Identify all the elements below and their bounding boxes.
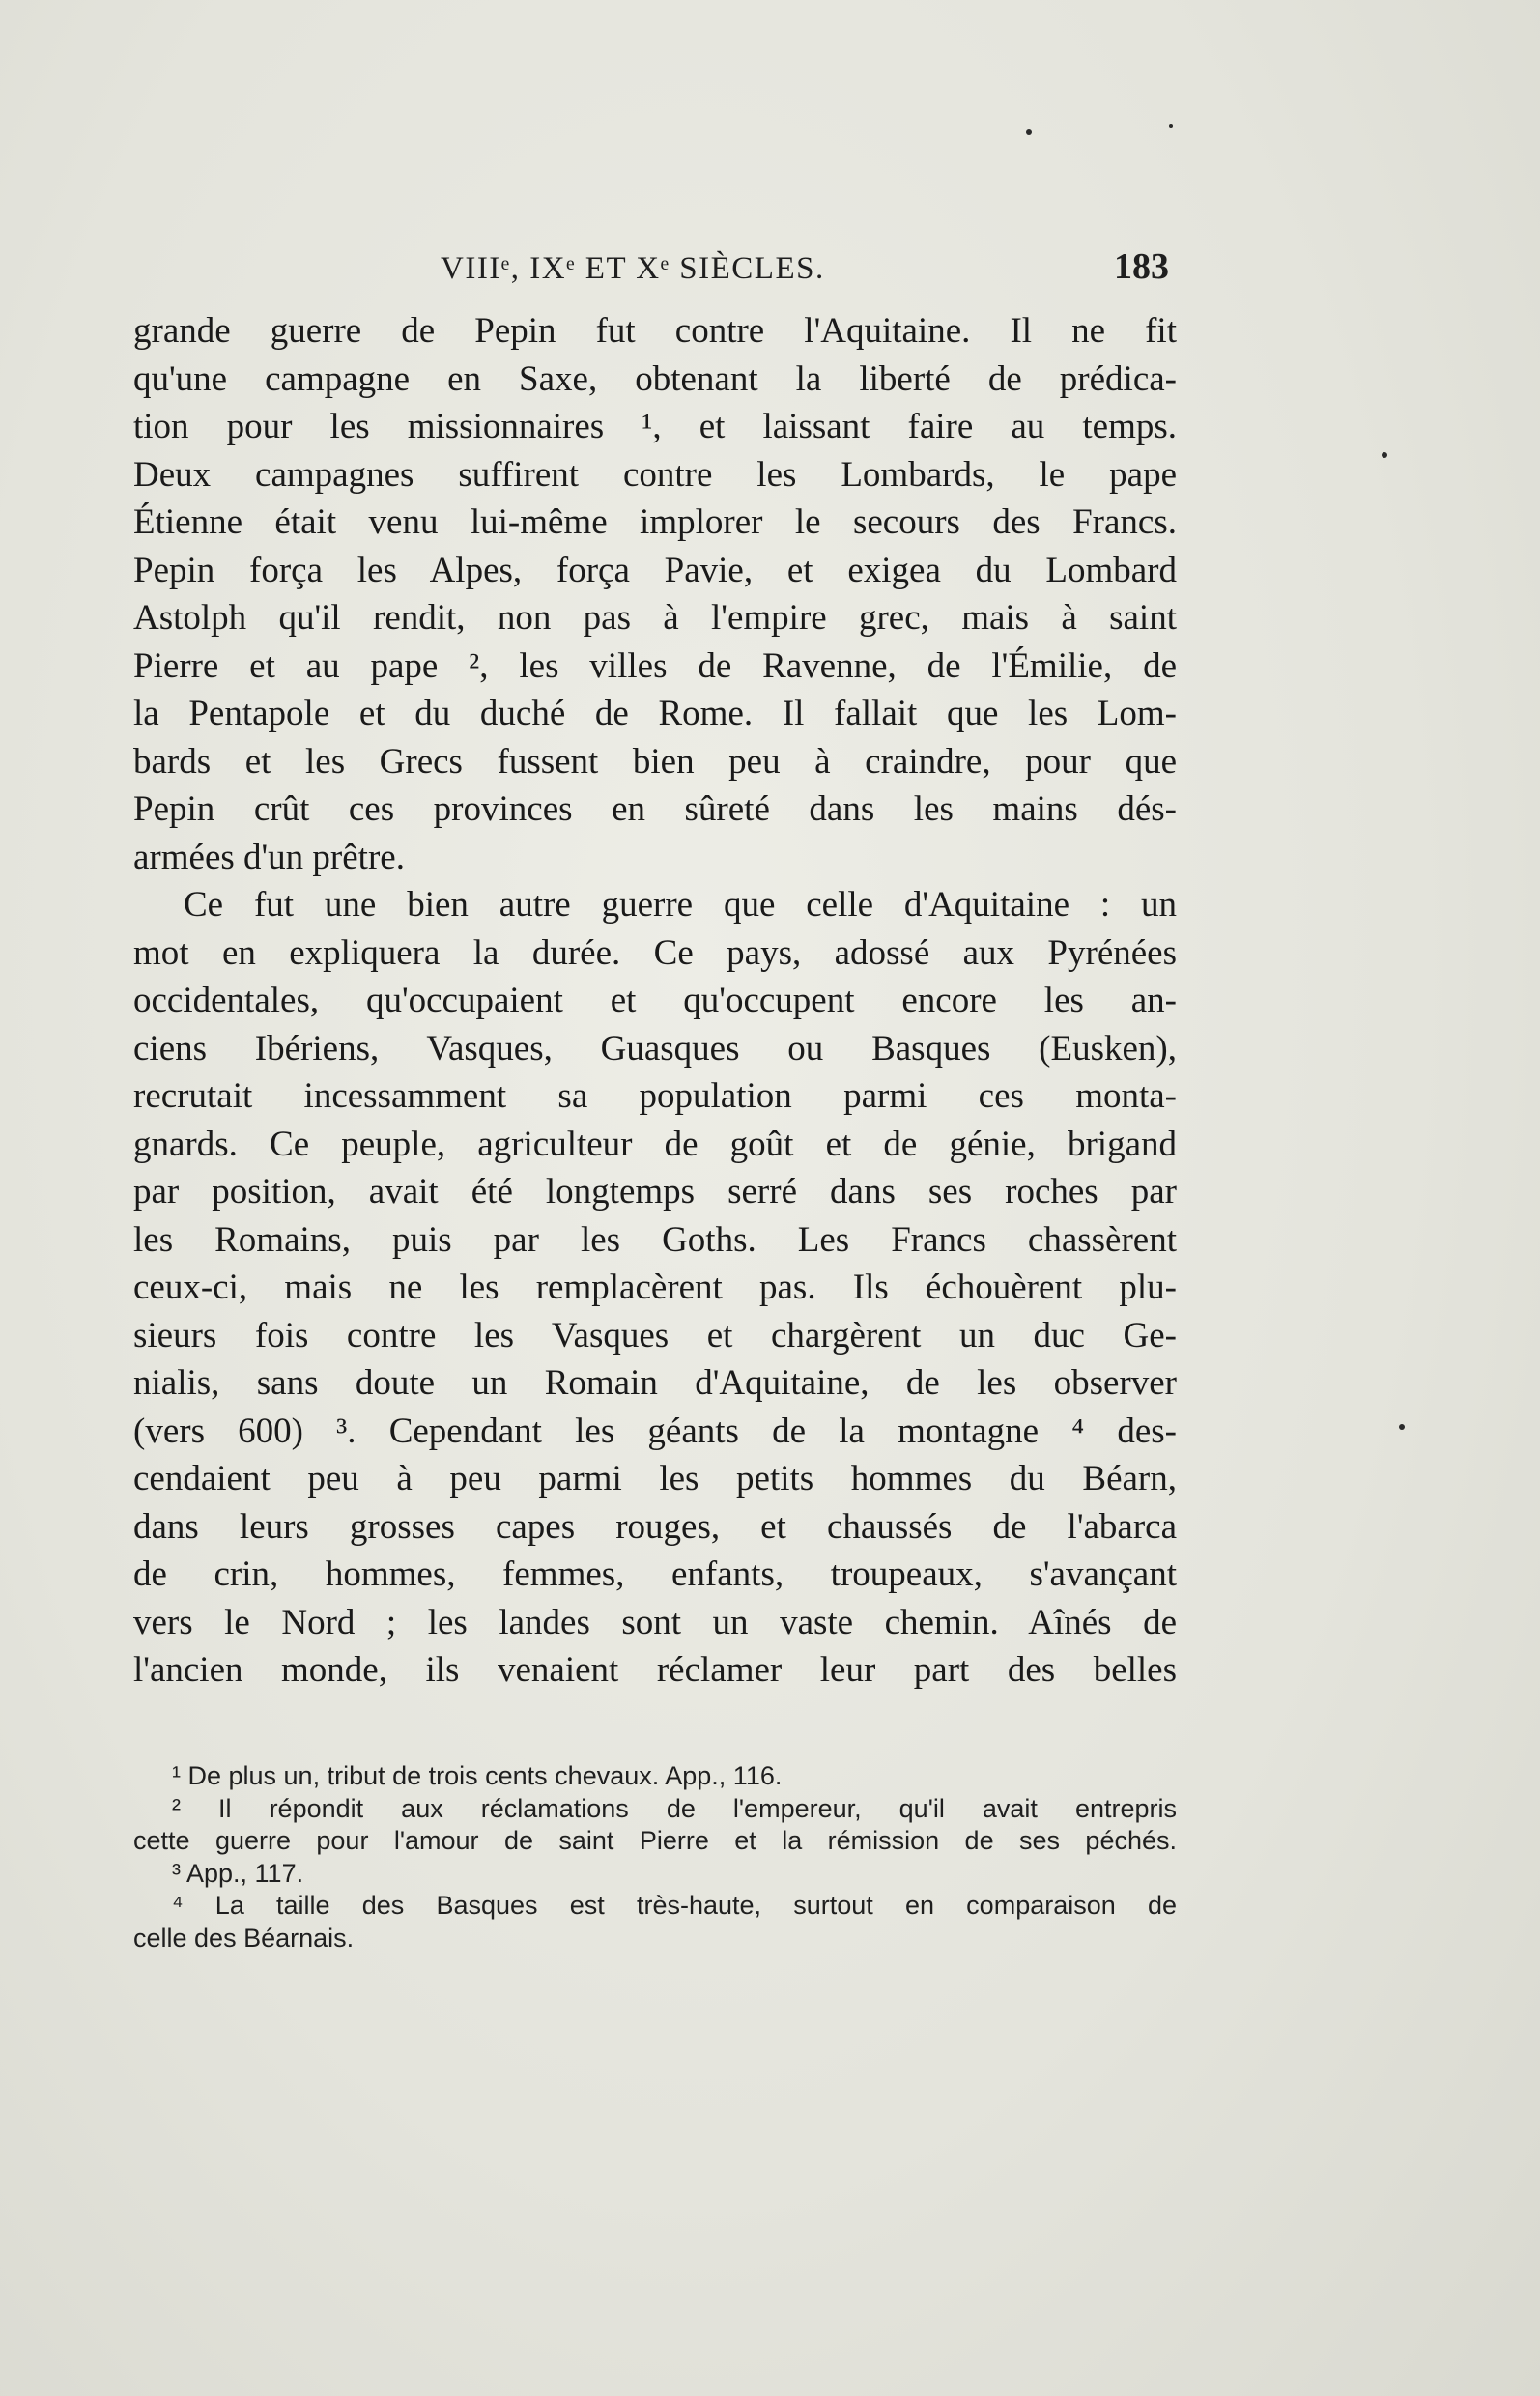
running-header — [435, 245, 1169, 294]
body-line: (vers 600) ³. Cependant les géants de la montagne ⁴ des- — [133, 1411, 1177, 1451]
paper-speck — [1169, 124, 1173, 128]
body-line: la Pentapole et du duché de Rome. Il fallait que les Lom- — [133, 694, 1177, 733]
body-line: ciens Ibériens, Vasques, Guasques ou Basques (Eusken), — [133, 1028, 1177, 1069]
body-line: l'ancien monde, ils venaient réclamer leur part des belles — [133, 1650, 1177, 1690]
body-line: bards et les Grecs fussent bien peu à craindre, pour que — [133, 741, 1177, 782]
footnote-line: ¹ De plus un, tribut de trois cents chevaux. App., 116. — [172, 1761, 783, 1790]
paper-speck — [1399, 1424, 1405, 1430]
body-line: qu'une campagne en Saxe, obtenant la liberté de prédica- — [133, 358, 1177, 399]
footnote-line: ³ App., 117. — [172, 1858, 304, 1888]
body-line: ceux-ci, mais ne les remplacèrent pas. Ils échouèrent plu- — [133, 1268, 1177, 1307]
footnote-line: ⁴ La taille des Basques est très-haute, surtout en comparaison de — [172, 1891, 1177, 1920]
body-line: grande guerre de Pepin fut contre l'Aquitaine. Il ne fit — [133, 311, 1177, 351]
body-line: recrutait incessamment sa population parmi ces monta- — [133, 1076, 1177, 1116]
body-line: les Romains, puis par les Goths. Les Francs chassèrent — [133, 1219, 1177, 1260]
body-line: vers le Nord ; les landes sont un vaste chemin. Aînés de — [133, 1602, 1177, 1642]
body-line: nialis, sans doute un Romain d'Aquitaine, de les observer — [133, 1363, 1177, 1403]
body-line: sieurs fois contre les Vasques et chargèrent un duc Ge- — [133, 1315, 1177, 1355]
footnote-line: celle des Béarnais. — [133, 1923, 355, 1953]
body-line: gnards. Ce peuple, agriculteur de goût et de génie, brigand — [133, 1124, 1177, 1164]
body-line: Pierre et au pape ², les villes de Ravenne, de l'Émilie, de — [133, 645, 1177, 686]
body-line: Astolph qu'il rendit, non pas à l'empire grec, mais à saint — [133, 598, 1177, 638]
paper-speck — [1026, 129, 1032, 135]
footnote-line: cette guerre pour l'amour de saint Pierre et la rémission de ses péchés. — [133, 1826, 1177, 1855]
body-line: Deux campagnes suffirent contre les Lombards, le pape — [133, 454, 1177, 495]
body-line: cendaient peu à peu parmi les petits hommes du Béarn, — [133, 1459, 1177, 1498]
body-text — [133, 307, 1177, 1695]
body-line: de crin, hommes, femmes, enfants, troupeaux, s'avançant — [133, 1555, 1177, 1594]
body-line: Pepin força les Alpes, força Pavie, et exigea du Lombard — [133, 550, 1177, 590]
footnote-line: ² Il répondit aux réclamations de l'empereur, qu'il avait entrepris — [172, 1793, 1177, 1823]
body-line: Ce fut une bien autre guerre que celle d'Aquitaine : un — [184, 885, 1177, 925]
footnotes — [133, 1760, 1177, 1954]
body-line: tion pour les missionnaires ¹, et laissant faire au temps. — [133, 407, 1177, 446]
paper-speck — [1382, 452, 1387, 458]
body-line: Pepin crût ces provinces en sûreté dans les mains dés- — [133, 789, 1177, 829]
body-line: Étienne était venu lui-même implorer le secours des Francs. — [133, 502, 1177, 542]
body-line: armées d'un prêtre. — [133, 837, 405, 877]
body-line: par position, avait été longtemps serré dans ses roches par — [133, 1172, 1177, 1212]
body-line: occidentales, qu'occupaient et qu'occupent encore les an- — [133, 981, 1177, 1020]
running-title: VIIIᵉ, IXᵉ ET Xᵉ SIÈCLES. — [441, 251, 825, 286]
body-line: dans leurs grosses capes rouges, et chaussés de l'abarca — [133, 1506, 1177, 1547]
page-number: 183 — [1114, 246, 1169, 287]
body-line: mot en expliquera la durée. Ce pays, adossé aux Pyrénées — [133, 932, 1177, 973]
